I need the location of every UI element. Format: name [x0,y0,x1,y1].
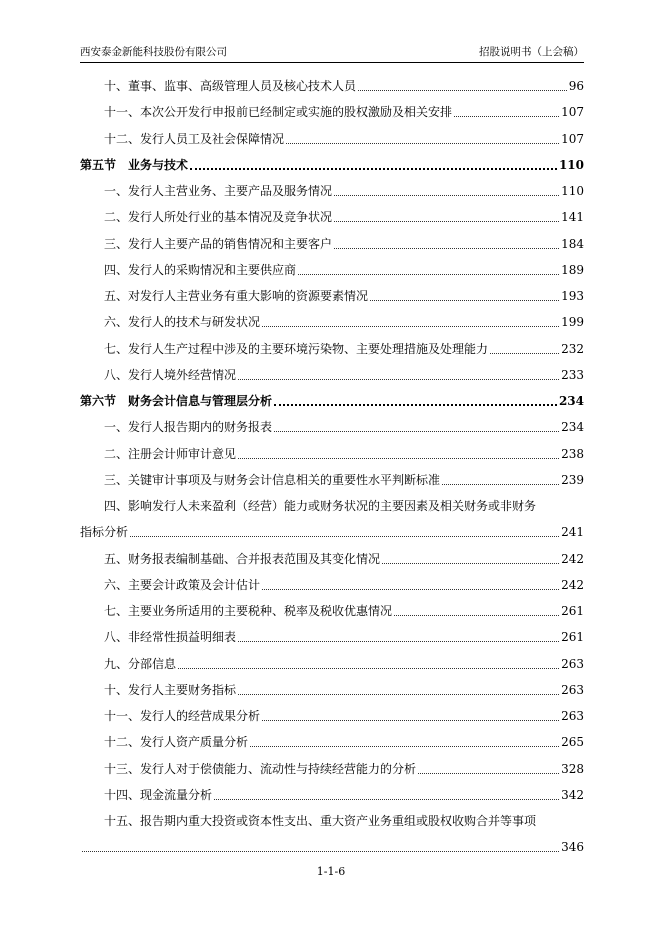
toc-entry-title: 十一、发行人的经营成果分析 [104,709,261,723]
toc-entry-page: 110 [561,184,584,198]
toc-entry-title: 十三、发行人对于偿债能力、流动性与持续经营能力的分析 [104,761,417,776]
toc-entry-page: 265 [561,735,584,750]
toc-entry-page: 141 [561,210,584,225]
toc-entry-line2[interactable] [80,522,584,542]
toc-entry-page: 234 [558,394,584,408]
toc-leader-dots [296,260,561,280]
toc-leader-dots [248,732,561,752]
toc-leader-dots [356,76,569,96]
toc-entry[interactable] [80,312,584,332]
toc-leader-dots [188,155,559,175]
toc-entry-title: 二、注册会计师审计意见 [104,446,237,461]
toc-entry-page: 232 [561,341,584,356]
toc-leader-dots [236,444,561,464]
toc-entry-page: 234 [561,420,584,435]
toc-entry[interactable] [80,680,584,700]
toc-entry[interactable] [80,759,584,779]
toc-entry-inner [104,759,584,779]
toc-entry-inner [104,181,584,201]
toc-leader-dots [80,837,561,857]
toc-entry-title: 五、财务报表编制基础、合并报表范围及其变化情况 [104,551,381,566]
toc-entry-inner [104,601,584,621]
toc-entry-page: 261 [561,604,584,618]
toc-entry-inner [104,706,584,726]
document-title: 招股说明书（上会稿） [479,46,584,58]
toc-entry-inner [104,260,584,280]
toc-entry-page: 238 [561,446,584,461]
toc-leader-dots [392,601,561,621]
toc-entry-page: 242 [561,551,584,566]
toc-leader-dots [272,391,559,411]
toc-entry-title: 八、非经常性损益明细表 [104,630,237,645]
toc-entry-inner [104,102,584,122]
toc-entry-title: 三、发行人主要产品的销售情况和主要客户 [104,236,333,251]
toc-entry-page: 189 [561,262,584,277]
toc-leader-dots [368,286,561,306]
page-header [80,44,584,60]
toc-leader-dots [176,654,561,674]
toc-entry-inner [104,207,584,227]
toc-entry-title: 五、对发行人主营业务有重大影响的资源要素情况 [104,289,369,303]
toc-entry[interactable] [80,785,584,805]
toc-entry-title: 十五、报告期内重大投资或资本性支出、重大资产业务重组或股权收购合并等事项 [104,814,537,828]
toc-entry-inner [104,654,584,674]
toc-leader-dots [236,627,561,647]
toc-entry-title: 十四、现金流量分析 [104,787,213,802]
toc-entry[interactable] [80,339,584,359]
toc-entry-inner [104,575,584,595]
toc-entry-title: 一、发行人报告期内的财务报表 [104,420,273,435]
toc-entry-inner [80,391,584,411]
toc-leader-dots [416,759,561,779]
toc-entry-page: 242 [561,577,584,592]
toc-entry-title: 九、分部信息 [104,656,177,671]
toc-entry-inner [80,155,584,175]
toc-entry[interactable] [80,444,584,464]
toc-entry[interactable] [80,102,584,122]
toc-entry-title: 三、关键审计事项及与财务会计信息相关的重要性水平判断标准 [104,472,441,487]
toc-entry-line1[interactable] [80,496,584,516]
toc-entry-page: 239 [561,472,584,487]
toc-entry-title: 四、影响发行人未来盈利（经营）能力或财务状况的主要因素及相关财务或非财务 [104,499,537,513]
toc-entry[interactable] [80,601,584,621]
toc-entry-title-cont: 指标分析 [80,525,129,540]
toc-entry[interactable] [80,129,584,149]
toc-section[interactable] [80,391,584,411]
header-rule [80,62,584,63]
toc-entry-title: 七、发行人生产过程中涉及的主要环境污染物、主要处理措施及处理能力 [104,341,489,356]
toc-entry[interactable] [80,654,584,674]
toc-entry-title: 六、发行人的技术与研发状况 [104,315,261,330]
toc-leader-dots [260,575,561,595]
toc-entry-inner [104,417,584,437]
toc-leader-dots [260,706,561,726]
toc-entry-page: 346 [561,840,584,855]
toc-entry-inner [104,732,584,752]
toc-leader-dots [128,522,561,542]
toc-entry-page: 107 [561,105,584,120]
toc-entry-line1[interactable] [80,811,584,831]
toc-leader-dots [332,234,561,254]
toc-leader-dots [212,785,561,805]
toc-entry-page: 107 [561,131,584,146]
toc-entry-inner [104,627,584,647]
toc-entry-inner [104,76,584,96]
toc-entry-page: 263 [561,709,584,723]
toc-entry-title: 第五节 业务与技术 [80,157,189,172]
toc-entry-title: 第六节 财务会计信息与管理层分析 [80,394,273,408]
toc-entry-inner [104,470,584,490]
toc-entry-title: 十二、发行人资产质量分析 [104,735,249,750]
toc-leader-dots [332,207,561,227]
toc-entry-page: 342 [561,787,584,802]
toc-leader-dots [236,365,561,385]
toc-leader-dots [452,102,561,122]
toc-entry[interactable] [80,365,584,385]
toc-entry-title: 十、发行人主要财务指标 [104,682,237,697]
toc-entry-page: 184 [561,236,584,251]
toc-entry[interactable] [80,286,584,306]
toc-entry-inner [104,339,584,359]
toc-entry-inner [104,286,584,306]
toc-entry-inner [104,785,584,805]
toc-entry[interactable] [80,627,584,647]
toc-entry-inner [104,680,584,700]
toc-entry-title: 十一、本次公开发行申报前已经制定或实施的股权激励及相关安排 [104,105,453,120]
toc-section[interactable] [80,155,584,175]
toc-leader-dots [332,181,561,201]
toc-entry-inner [104,129,584,149]
toc-entry-title: 十二、发行人员工及社会保障情况 [104,131,285,146]
toc-entry-title: 十、董事、监事、高级管理人员及核心技术人员 [104,79,357,93]
toc-entry-page: 199 [561,315,584,330]
toc-entry-page: 110 [558,157,584,172]
toc-leader-dots [284,129,561,149]
toc-leader-dots [260,312,561,332]
toc-leader-dots [236,680,561,700]
toc-entry-inner [104,444,584,464]
toc-entry[interactable] [80,234,584,254]
toc-entry-page: 263 [561,682,584,697]
toc-entry-inner [104,365,584,385]
toc-entry-inner [80,522,584,542]
toc-entry[interactable] [80,76,584,96]
toc-entry-title: 七、主要业务所适用的主要税种、税率及税收优惠情况 [104,604,393,618]
toc-entry-title: 六、主要会计政策及会计估计 [104,577,261,592]
toc-entry-page: 263 [561,656,584,671]
toc-entry-title: 一、发行人主营业务、主要产品及服务情况 [104,184,333,198]
toc-entry[interactable] [80,549,584,569]
toc-entry[interactable] [80,575,584,595]
toc-entry-page: 96 [568,79,584,93]
toc-entry[interactable] [80,181,584,201]
toc-entry[interactable] [80,706,584,726]
toc-entry-inner [104,234,584,254]
toc-entry-line2[interactable] [80,837,584,857]
toc-entry-title: 二、发行人所处行业的基本情况及竞争状况 [104,210,333,225]
toc-entry[interactable] [80,470,584,490]
toc-leader-dots [380,549,561,569]
toc-leader-dots [272,417,561,437]
toc-entry[interactable] [80,417,584,437]
page-number: 1-1-6 [316,865,346,878]
toc-leader-dots [488,339,561,359]
toc-entry-page: 261 [561,630,584,645]
toc-entry-page: 233 [561,367,584,382]
toc-entry-page: 328 [561,761,584,776]
toc-entry-title: 四、发行人的采购情况和主要供应商 [104,262,297,277]
toc-entry[interactable] [80,207,584,227]
company-name: 西安泰金新能科技股份有限公司 [80,46,227,58]
toc-entry-inner [104,312,584,332]
toc-entry-page: 241 [561,525,584,540]
toc-entry-page: 193 [561,289,584,303]
toc-entry-title: 八、发行人境外经营情况 [104,367,237,382]
toc-entry-inner [104,549,584,569]
toc-entry-inner [80,837,584,857]
toc-leader-dots [440,470,561,490]
toc-entry[interactable] [80,260,584,280]
toc-entry[interactable] [80,732,584,752]
